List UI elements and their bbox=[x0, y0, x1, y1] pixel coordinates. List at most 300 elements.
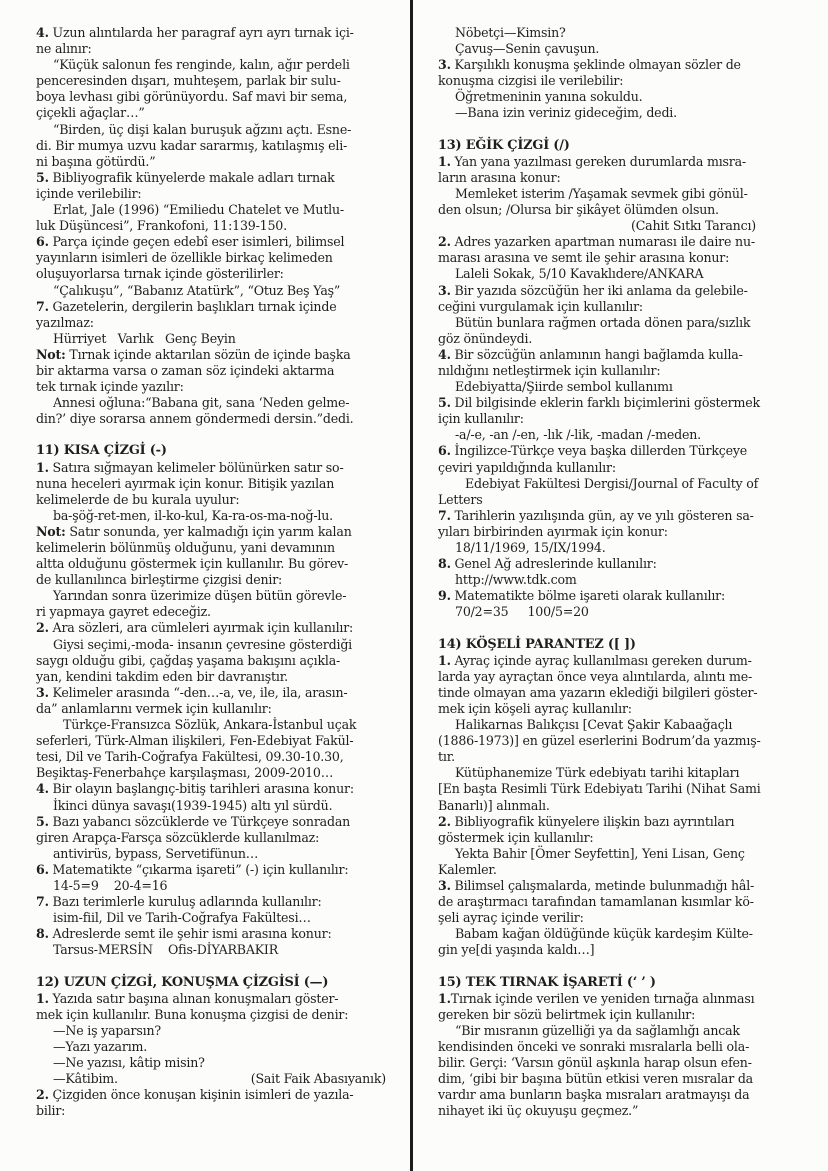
body-text: Kalemler. bbox=[438, 861, 497, 877]
body-text: yıları birbirinden ayırmak için konur: bbox=[438, 523, 668, 539]
text-line bbox=[36, 942, 388, 958]
text-line bbox=[36, 250, 388, 266]
text-line bbox=[36, 637, 388, 653]
body-text: gin ye[di yaşında kaldı…] bbox=[438, 942, 595, 958]
section-heading bbox=[438, 138, 794, 154]
body-text: Erlat, Jale (1996) “Emiliedu Chatelet ve Mutlu- bbox=[53, 202, 344, 218]
body-text: Laleli Sokak, 5/10 Kavaklıdere/ANKARA bbox=[455, 266, 704, 282]
body-text: Ayraç içinde ayraç kullanılması gereken durum- bbox=[450, 652, 752, 668]
text-line bbox=[36, 1055, 388, 1071]
body-text: Yazıda satır başına alınan konuşmaları göster- bbox=[48, 990, 339, 1006]
text-line bbox=[36, 122, 388, 138]
text-line bbox=[36, 202, 388, 218]
text-line bbox=[438, 830, 794, 846]
text-line bbox=[438, 669, 794, 685]
bold-lead-text: 4. bbox=[438, 346, 451, 362]
text-line bbox=[438, 379, 794, 395]
text-line bbox=[36, 105, 388, 121]
body-text: de araştırmacı tarafından tamamlanan kısımlar kö- bbox=[438, 894, 754, 910]
body-text: Memleket isterim /Yaşamak sevmek gibi gönül- bbox=[455, 185, 748, 201]
body-text: saygı olduğu gibi, çağdaş yaşama bakışını açıkla- bbox=[36, 652, 341, 668]
text-line bbox=[36, 1103, 388, 1119]
text-line bbox=[438, 89, 794, 105]
text-line bbox=[36, 685, 388, 701]
text-line bbox=[36, 669, 388, 685]
text-line bbox=[438, 717, 794, 733]
text-line bbox=[36, 572, 388, 588]
bold-lead-text: 6. bbox=[36, 234, 49, 250]
bold-lead-text: 14) KÖŞELİ PARANTEZ ([ ]) bbox=[438, 636, 636, 652]
bold-lead-text: 1. bbox=[438, 990, 451, 1006]
body-text: dim, ‘gibi bir başına bütün etkisi veren mısralar da bbox=[438, 1071, 753, 1087]
text-line bbox=[438, 604, 794, 620]
text-line bbox=[36, 395, 388, 411]
body-text: boya levhası gibi görünüyordu. Saf mavi bir sema, bbox=[36, 89, 348, 105]
text-line bbox=[36, 476, 388, 492]
body-text: Edebiyatta/Şiirde sembol kullanımı bbox=[455, 379, 673, 395]
text-line bbox=[438, 283, 794, 299]
text-line bbox=[36, 556, 388, 572]
text-line bbox=[438, 154, 794, 170]
text-line bbox=[36, 830, 388, 846]
body-text: ların arasına konur: bbox=[438, 169, 561, 185]
body-text: di. Bir mumya uzvu kadar sararmış, katılaşmış eli- bbox=[36, 137, 348, 153]
body-text: mek için köşeli ayraç kullanılır: bbox=[438, 700, 632, 716]
text-line bbox=[36, 218, 388, 234]
body-text: kelimelerin bölünmüş olduğunu, yani devamının bbox=[36, 540, 335, 555]
body-text: Satır sonunda, yer kalmadığı için yarım kalan bbox=[65, 523, 352, 539]
text-line bbox=[438, 733, 794, 749]
text-line bbox=[438, 1023, 794, 1039]
bold-lead-text: 1. bbox=[438, 153, 451, 169]
text-line bbox=[36, 910, 388, 926]
text-line bbox=[438, 765, 794, 781]
text-line bbox=[438, 57, 794, 73]
attribution-text: (Sait Faik Abasıyanık) bbox=[250, 1071, 386, 1087]
body-text: [En başta Resimli Türk Edebiyatı Tarihi (Nihat Sami bbox=[438, 781, 761, 797]
text-line bbox=[36, 1023, 388, 1039]
body-text: seferleri, Türk-Alman ilişkileri, Fen-Edebiyat Fakül- bbox=[36, 733, 354, 749]
body-text: Bibliyografik künyelere ilişkin bazı ayrıntıları bbox=[450, 813, 735, 829]
bold-lead-text: 5. bbox=[36, 813, 49, 829]
body-text: Çizgiden önce konuşan kişinin isimleri de yazıla- bbox=[48, 1087, 354, 1103]
body-text: Genel Ağ adreslerinde kullanılır: bbox=[450, 556, 657, 572]
bold-lead-text: 5. bbox=[438, 395, 451, 411]
body-text: ri yapmaya gayret edeceğiz. bbox=[36, 604, 211, 620]
text-line bbox=[36, 1087, 388, 1103]
bold-lead-text: 1. bbox=[36, 990, 49, 1006]
body-text: Türkçe-Fransızca Sözlük, Ankara-İstanbul uçak bbox=[63, 717, 357, 733]
body-text: Bir sözcüğün anlamının hangi bağlamda kulla- bbox=[450, 346, 743, 362]
body-text: bilir. Gerçi: ‘Varsın gönül aşkınla harap olsun efen- bbox=[438, 1055, 752, 1070]
text-line bbox=[438, 218, 794, 234]
text-line bbox=[438, 991, 794, 1007]
body-text: Beşiktaş-Fenerbahçe karşılaşması, 2009-2010… bbox=[36, 765, 334, 781]
text-line bbox=[36, 653, 388, 669]
text-line bbox=[36, 814, 388, 830]
text-line bbox=[438, 798, 794, 814]
section-heading bbox=[36, 443, 388, 459]
bold-lead-text: 5. bbox=[36, 169, 49, 185]
body-text: Öğretmeninin yanına sokuldu. bbox=[455, 89, 643, 105]
body-text: “Çalıkuşu”, “Babanız Atatürk”, “Otuz Beş Yaş” bbox=[53, 282, 341, 298]
body-text: Bazı terimlerle kuruluş adlarında kullanılır: bbox=[48, 894, 322, 910]
section-heading bbox=[438, 637, 794, 653]
body-text: Tarsus-MERSİN Ofis-DİYARBAKIR bbox=[53, 942, 278, 958]
body-text: gereken bir sözü belirtmek için kullanılır: bbox=[438, 1006, 696, 1022]
bold-lead-text: 1. bbox=[438, 652, 451, 668]
text-line bbox=[438, 122, 794, 138]
bold-lead-text: 3. bbox=[438, 57, 451, 73]
body-text: Uzun alıntılarda her paragraf ayrı ayrı tırnak içi- bbox=[48, 25, 354, 40]
text-line bbox=[36, 154, 388, 170]
body-text: Halikarnas Balıkçısı [Cevat Şakir Kabaağaçlı bbox=[455, 717, 733, 733]
body-text: Parça içinde geçen edebî eser isimleri, bilimsel bbox=[48, 234, 345, 250]
body-text: —Yazı yazarım. bbox=[53, 1038, 148, 1054]
bold-lead-text: Not: bbox=[36, 523, 66, 539]
text-line bbox=[438, 588, 794, 604]
body-text: Giysi seçimi,-moda- insanın çevresine gösterdiği bbox=[53, 636, 353, 652]
text-line bbox=[36, 733, 388, 749]
body-text: bilir: bbox=[36, 1103, 66, 1119]
text-line bbox=[36, 186, 388, 202]
text-line bbox=[438, 556, 794, 572]
text-line bbox=[438, 620, 794, 636]
body-text: Bir olayın başlangıç-bitiş tarihleri arasına konur: bbox=[48, 781, 354, 797]
text-line bbox=[36, 266, 388, 282]
text-line bbox=[438, 508, 794, 524]
body-text: Dil bilgisinde eklerin farklı biçimlerini göstermek bbox=[450, 395, 760, 411]
text-line bbox=[438, 814, 794, 830]
text-line bbox=[438, 685, 794, 701]
body-text: İkinci dünya savaşı(1939-1945) altı yıl sürdü. bbox=[53, 797, 333, 813]
text-line bbox=[438, 524, 794, 540]
body-text: 70/2=35 100/5=20 bbox=[455, 604, 589, 620]
body-text: nıldığını netleştirmek için kullanılır: bbox=[438, 362, 661, 378]
body-text: mek için kullanılır. Buna konuşma çizgisi de denir: bbox=[36, 1006, 349, 1022]
body-text: isim-fiil, Dil ve Tarih-Coğrafya Fakültesi… bbox=[53, 910, 311, 926]
body-text: Çavuş—Senin çavuşun. bbox=[455, 41, 600, 57]
text-line bbox=[438, 749, 794, 765]
body-text: marası arasına ve semt ile şehir arasına konur: bbox=[438, 250, 730, 266]
text-line bbox=[438, 1055, 794, 1071]
body-text: şeli ayraç içinde verilir: bbox=[438, 910, 584, 926]
section-heading bbox=[438, 975, 794, 991]
text-line bbox=[36, 1071, 388, 1087]
body-text: da” anlamlarını vermek için kullanılır: bbox=[36, 700, 272, 716]
bold-lead-text: 2. bbox=[438, 813, 451, 829]
body-text: bir aktarma varsa o zaman söz içindeki aktarma bbox=[36, 362, 335, 378]
body-text: Hürriyet Varlık Genç Beyin bbox=[53, 330, 236, 346]
body-text: yan, kendini takdim eden bir davranıştır. bbox=[36, 668, 288, 684]
body-text: “Bir mısranın güzelliği ya da sağlamlığı ancak bbox=[455, 1022, 740, 1038]
body-text: Kelimeler arasında “-den…-a, ve, ile, ila, arasın- bbox=[48, 684, 348, 700]
body-text: Banarlı)] alınmalı. bbox=[438, 797, 550, 813]
text-line bbox=[438, 105, 794, 121]
text-line bbox=[36, 991, 388, 1007]
body-text: http://www.tdk.com bbox=[455, 572, 577, 588]
text-line bbox=[36, 749, 388, 765]
body-text: Satıra sığmayan kelimeler bölünürken satır so- bbox=[48, 459, 344, 475]
text-line bbox=[36, 926, 388, 942]
body-text: “Birden, üç dişi kalan buruşuk ağzını açtı. Esne- bbox=[53, 121, 352, 137]
body-text: Bibliyografik künyelerde makale adları tırnak bbox=[48, 169, 335, 185]
text-column-left bbox=[36, 25, 388, 1119]
body-text: Nöbetçi—Kimsin? bbox=[455, 25, 566, 40]
text-line bbox=[438, 653, 794, 669]
bold-lead-text: 8. bbox=[438, 556, 451, 572]
body-text: Tırnak içinde verilen ve yeniden tırnağa alınması bbox=[450, 990, 755, 1006]
body-text: İngilizce-Türkçe veya başka dillerden Türkçeye bbox=[450, 443, 748, 459]
body-text: Bilimsel çalışmalarda, metinde bulunmadığı hâl- bbox=[450, 877, 755, 893]
body-text: -a/-e, -an /-en, -lık /-lik, -madan /-meden. bbox=[455, 427, 701, 443]
text-line bbox=[438, 186, 794, 202]
text-line bbox=[438, 73, 794, 89]
body-text: Tarihlerin yazılışında gün, ay ve yılı gösteren sa- bbox=[450, 507, 754, 523]
text-line bbox=[36, 604, 388, 620]
text-line bbox=[36, 588, 388, 604]
text-line bbox=[36, 717, 388, 733]
body-text: ceğini vurgulamak için kullanılır: bbox=[438, 298, 643, 314]
text-line bbox=[438, 1007, 794, 1023]
text-line bbox=[36, 701, 388, 717]
text-line bbox=[438, 347, 794, 363]
text-line bbox=[36, 460, 388, 476]
body-text: din?’ diye sorarsa annem göndermedi dersin.”dedi. bbox=[36, 411, 354, 427]
body-text: larda yay ayraçtan önce veya alıntılarda, alıntı me- bbox=[438, 668, 753, 684]
bold-lead-text: 2. bbox=[438, 234, 451, 250]
text-line bbox=[36, 315, 388, 331]
text-line bbox=[36, 765, 388, 781]
text-line bbox=[36, 878, 388, 894]
text-line bbox=[438, 572, 794, 588]
text-line bbox=[438, 1103, 794, 1119]
bold-lead-text: 4. bbox=[36, 25, 49, 40]
text-line bbox=[36, 894, 388, 910]
body-text: tinde olmayan ama yazarın eklediği bilgileri göster- bbox=[438, 684, 758, 700]
bold-lead-text: 3. bbox=[438, 282, 451, 298]
body-text: konuşma cizgisi ile verilebilir: bbox=[438, 73, 624, 89]
text-line bbox=[36, 862, 388, 878]
bold-lead-text: 4. bbox=[36, 781, 49, 797]
bold-lead-text: 7. bbox=[36, 298, 49, 314]
body-text: tır. bbox=[438, 749, 455, 765]
body-text: göz önündeydi. bbox=[438, 330, 533, 346]
text-line bbox=[438, 315, 794, 331]
bold-lead-text: 6. bbox=[36, 861, 49, 877]
body-text: tek tırnak içinde yazılır: bbox=[36, 379, 184, 395]
body-text: (Cahit Sıtkı Tarancı) bbox=[630, 218, 756, 234]
text-line bbox=[438, 846, 794, 862]
body-text: —Kâtibim. bbox=[53, 1071, 118, 1087]
body-text: nuna heceleri ayırmak için konur. Bitişik yazılan bbox=[36, 475, 335, 491]
body-text: ba-şöğ-ret-men, il-ko-kul, Ka-ra-os-ma-noğ-lu. bbox=[53, 507, 333, 523]
text-line bbox=[36, 798, 388, 814]
text-line bbox=[438, 862, 794, 878]
text-line bbox=[36, 781, 388, 797]
text-line bbox=[438, 443, 794, 459]
bold-lead-text: 7. bbox=[36, 894, 49, 910]
body-text: Matematikte bölme işareti olarak kullanılır: bbox=[450, 588, 726, 604]
body-text: kendisinden önceki ve sonraki mısralarla belli ola- bbox=[438, 1038, 750, 1054]
body-text: antivirüs, bypass, Servetifünun… bbox=[53, 845, 259, 861]
bold-lead-text: Not: bbox=[36, 346, 66, 362]
body-text: de kullanılınca birleştirme çizgisi denir: bbox=[36, 572, 283, 588]
text-line bbox=[438, 202, 794, 218]
text-line bbox=[438, 25, 794, 41]
text-line bbox=[438, 476, 794, 492]
text-line bbox=[438, 460, 794, 476]
body-text: Yekta Bahir [Ömer Seyfettin], Yeni Lisan, Genç bbox=[455, 845, 745, 861]
body-text: —Ne yazısı, kâtip misin? bbox=[53, 1055, 205, 1070]
body-text: Yan yana yazılması gereken durumlarda mısra- bbox=[450, 153, 746, 169]
text-line bbox=[36, 170, 388, 186]
body-text: den olsun; /Olursa bir şikâyet ölümden olsun. bbox=[438, 202, 719, 218]
body-text: yayınların isimleri de özellikle birkaç kelimeden bbox=[36, 250, 333, 266]
bold-lead-text: 3. bbox=[36, 684, 49, 700]
body-text: giren Arapça-Farsça sözcüklerde kullanılmaz: bbox=[36, 829, 320, 845]
body-text: göstermek için kullanılır: bbox=[438, 829, 594, 845]
body-text: Yarından sonra üzerimize düşen bütün görevle- bbox=[53, 588, 347, 604]
body-text: Matematikte “çıkarma işareti” (-) için kullanılır: bbox=[48, 861, 349, 877]
body-text: yazılmaz: bbox=[36, 314, 94, 330]
body-text: Bir yazıda sözcüğün her iki anlama da gelebile- bbox=[450, 282, 748, 298]
text-line bbox=[438, 942, 794, 958]
text-line bbox=[438, 427, 794, 443]
body-text: Kütüphanemize Türk edebiyatı tarihi kitapları bbox=[455, 765, 740, 781]
text-line bbox=[438, 781, 794, 797]
text-line bbox=[36, 25, 388, 41]
text-line bbox=[36, 508, 388, 524]
body-text: 14-5=9 20-4=16 bbox=[53, 877, 168, 893]
body-text: Karşılıklı konuşma şeklinde olmayan sözler de bbox=[450, 57, 741, 73]
bold-lead-text: 2. bbox=[36, 1087, 49, 1103]
bold-lead-text: 12) UZUN ÇİZGİ, KONUŞMA ÇİZGİSİ (—) bbox=[36, 974, 329, 990]
text-line bbox=[438, 395, 794, 411]
body-text: Gazetelerin, dergilerin başlıkları tırnak içinde bbox=[48, 298, 337, 314]
body-text: penceresinden dışarı, muhteşem, parlak bir sulu- bbox=[36, 73, 341, 89]
text-line bbox=[438, 894, 794, 910]
text-line bbox=[36, 492, 388, 508]
text-line bbox=[36, 89, 388, 105]
text-line bbox=[438, 540, 794, 556]
body-text: “Küçük salonun fes renginde, kalın, ağır perdeli bbox=[53, 57, 350, 73]
body-text: Letters bbox=[438, 491, 483, 507]
text-line bbox=[438, 363, 794, 379]
text-line bbox=[36, 1007, 388, 1023]
column-divider-rule bbox=[410, 0, 413, 1171]
text-line bbox=[438, 299, 794, 315]
bold-lead-text: 13) EĞİK ÇİZGİ (/) bbox=[438, 137, 570, 153]
body-text: —Ne iş yaparsın? bbox=[53, 1022, 161, 1038]
bold-lead-text: 6. bbox=[438, 443, 451, 459]
body-text: luk Düşüncesi”, Frankofoni, 11:139-150. bbox=[36, 218, 287, 234]
text-line bbox=[438, 411, 794, 427]
bold-lead-text: 3. bbox=[438, 877, 451, 893]
body-text: ne alınır: bbox=[36, 41, 92, 57]
text-line bbox=[438, 492, 794, 508]
text-line bbox=[36, 363, 388, 379]
text-line bbox=[36, 138, 388, 154]
text-column-right bbox=[438, 25, 794, 1119]
body-text: Tırnak içinde aktarılan sözün de içinde başka bbox=[65, 346, 351, 362]
body-text: vardır ama bunların başka mısraları aratmayışı da bbox=[438, 1087, 750, 1103]
body-text: —Bana izin veriniz gideceğim, dedi. bbox=[455, 105, 677, 121]
text-line bbox=[36, 411, 388, 427]
body-text: altta olduğunu göstermek için kullanılır. Bu görev- bbox=[36, 556, 349, 572]
text-line bbox=[438, 1071, 794, 1087]
text-line bbox=[438, 926, 794, 942]
body-text: içinde verilebilir: bbox=[36, 185, 142, 201]
body-text: Babam kağan öldüğünde küçük kardeşim Külte- bbox=[455, 926, 753, 942]
text-line bbox=[36, 379, 388, 395]
text-line bbox=[36, 41, 388, 57]
text-line bbox=[438, 266, 794, 282]
bold-lead-text: 8. bbox=[36, 926, 49, 942]
text-line bbox=[438, 878, 794, 894]
bold-lead-text: 15) TEK TIRNAK İŞARETİ (‘ ’ ) bbox=[438, 974, 656, 990]
bold-lead-text: 2. bbox=[36, 620, 49, 636]
text-line bbox=[438, 250, 794, 266]
text-line bbox=[36, 73, 388, 89]
bold-lead-text: 9. bbox=[438, 588, 451, 604]
body-text: 18/11/1969, 15/IX/1994. bbox=[455, 540, 606, 555]
text-line bbox=[36, 331, 388, 347]
body-text: Bütün bunlara rağmen ortada dönen para/sızlık bbox=[455, 314, 751, 330]
text-line bbox=[36, 57, 388, 73]
body-text: için kullanılır: bbox=[438, 411, 524, 427]
section-heading bbox=[36, 975, 388, 991]
text-line bbox=[36, 958, 388, 974]
text-line bbox=[36, 620, 388, 636]
text-line bbox=[438, 701, 794, 717]
text-line bbox=[438, 234, 794, 250]
text-line bbox=[438, 331, 794, 347]
text-line bbox=[36, 299, 388, 315]
bold-lead-text: 11) KISA ÇİZGİ (-) bbox=[36, 443, 167, 459]
text-line bbox=[36, 427, 388, 443]
body-text: Ara sözleri, ara cümleleri ayırmak için kullanılır: bbox=[48, 620, 354, 636]
text-line bbox=[438, 41, 794, 57]
text-line bbox=[36, 524, 388, 540]
text-line bbox=[438, 1087, 794, 1103]
text-line bbox=[438, 910, 794, 926]
body-text: çiçekli ağaçlar…” bbox=[36, 105, 145, 121]
bold-lead-text: 1. bbox=[36, 459, 49, 475]
bold-lead-text: 7. bbox=[438, 507, 451, 523]
body-text: oluşuyorlarsa tırnak içinde gösterilirler: bbox=[36, 266, 284, 282]
body-text: Bazı yabancı sözcüklerde ve Türkçeye sonradan bbox=[48, 813, 351, 829]
body-text: nihayet iki üç okuyuşu geçmez.” bbox=[438, 1103, 639, 1119]
text-line bbox=[36, 1039, 388, 1055]
text-line bbox=[36, 540, 388, 556]
text-line bbox=[36, 347, 388, 363]
text-line bbox=[438, 958, 794, 974]
text-line bbox=[438, 1039, 794, 1055]
body-text: ni başına götürdü.” bbox=[36, 153, 156, 169]
text-line bbox=[36, 283, 388, 299]
body-text: Annesi oğluna:“Babana git, sana ‘Neden gelme- bbox=[53, 395, 350, 411]
body-text: Edebiyat Fakültesi Dergisi/Journal of Faculty of bbox=[465, 475, 759, 491]
body-text: çeviri yapıldığında kullanılır: bbox=[438, 459, 616, 475]
text-line bbox=[438, 170, 794, 186]
body-text: kelimelerde de bu kurala uyulur: bbox=[36, 491, 240, 507]
text-line bbox=[36, 234, 388, 250]
body-text: (1886-1973)] en güzel eserlerini Bodrum’da yazmış- bbox=[438, 733, 761, 749]
body-text: Adreslerde semt ile şehir ismi arasına konur: bbox=[48, 926, 332, 942]
body-text: Adres yazarken apartman numarası ile daire nu- bbox=[450, 234, 755, 250]
text-line bbox=[36, 846, 388, 862]
